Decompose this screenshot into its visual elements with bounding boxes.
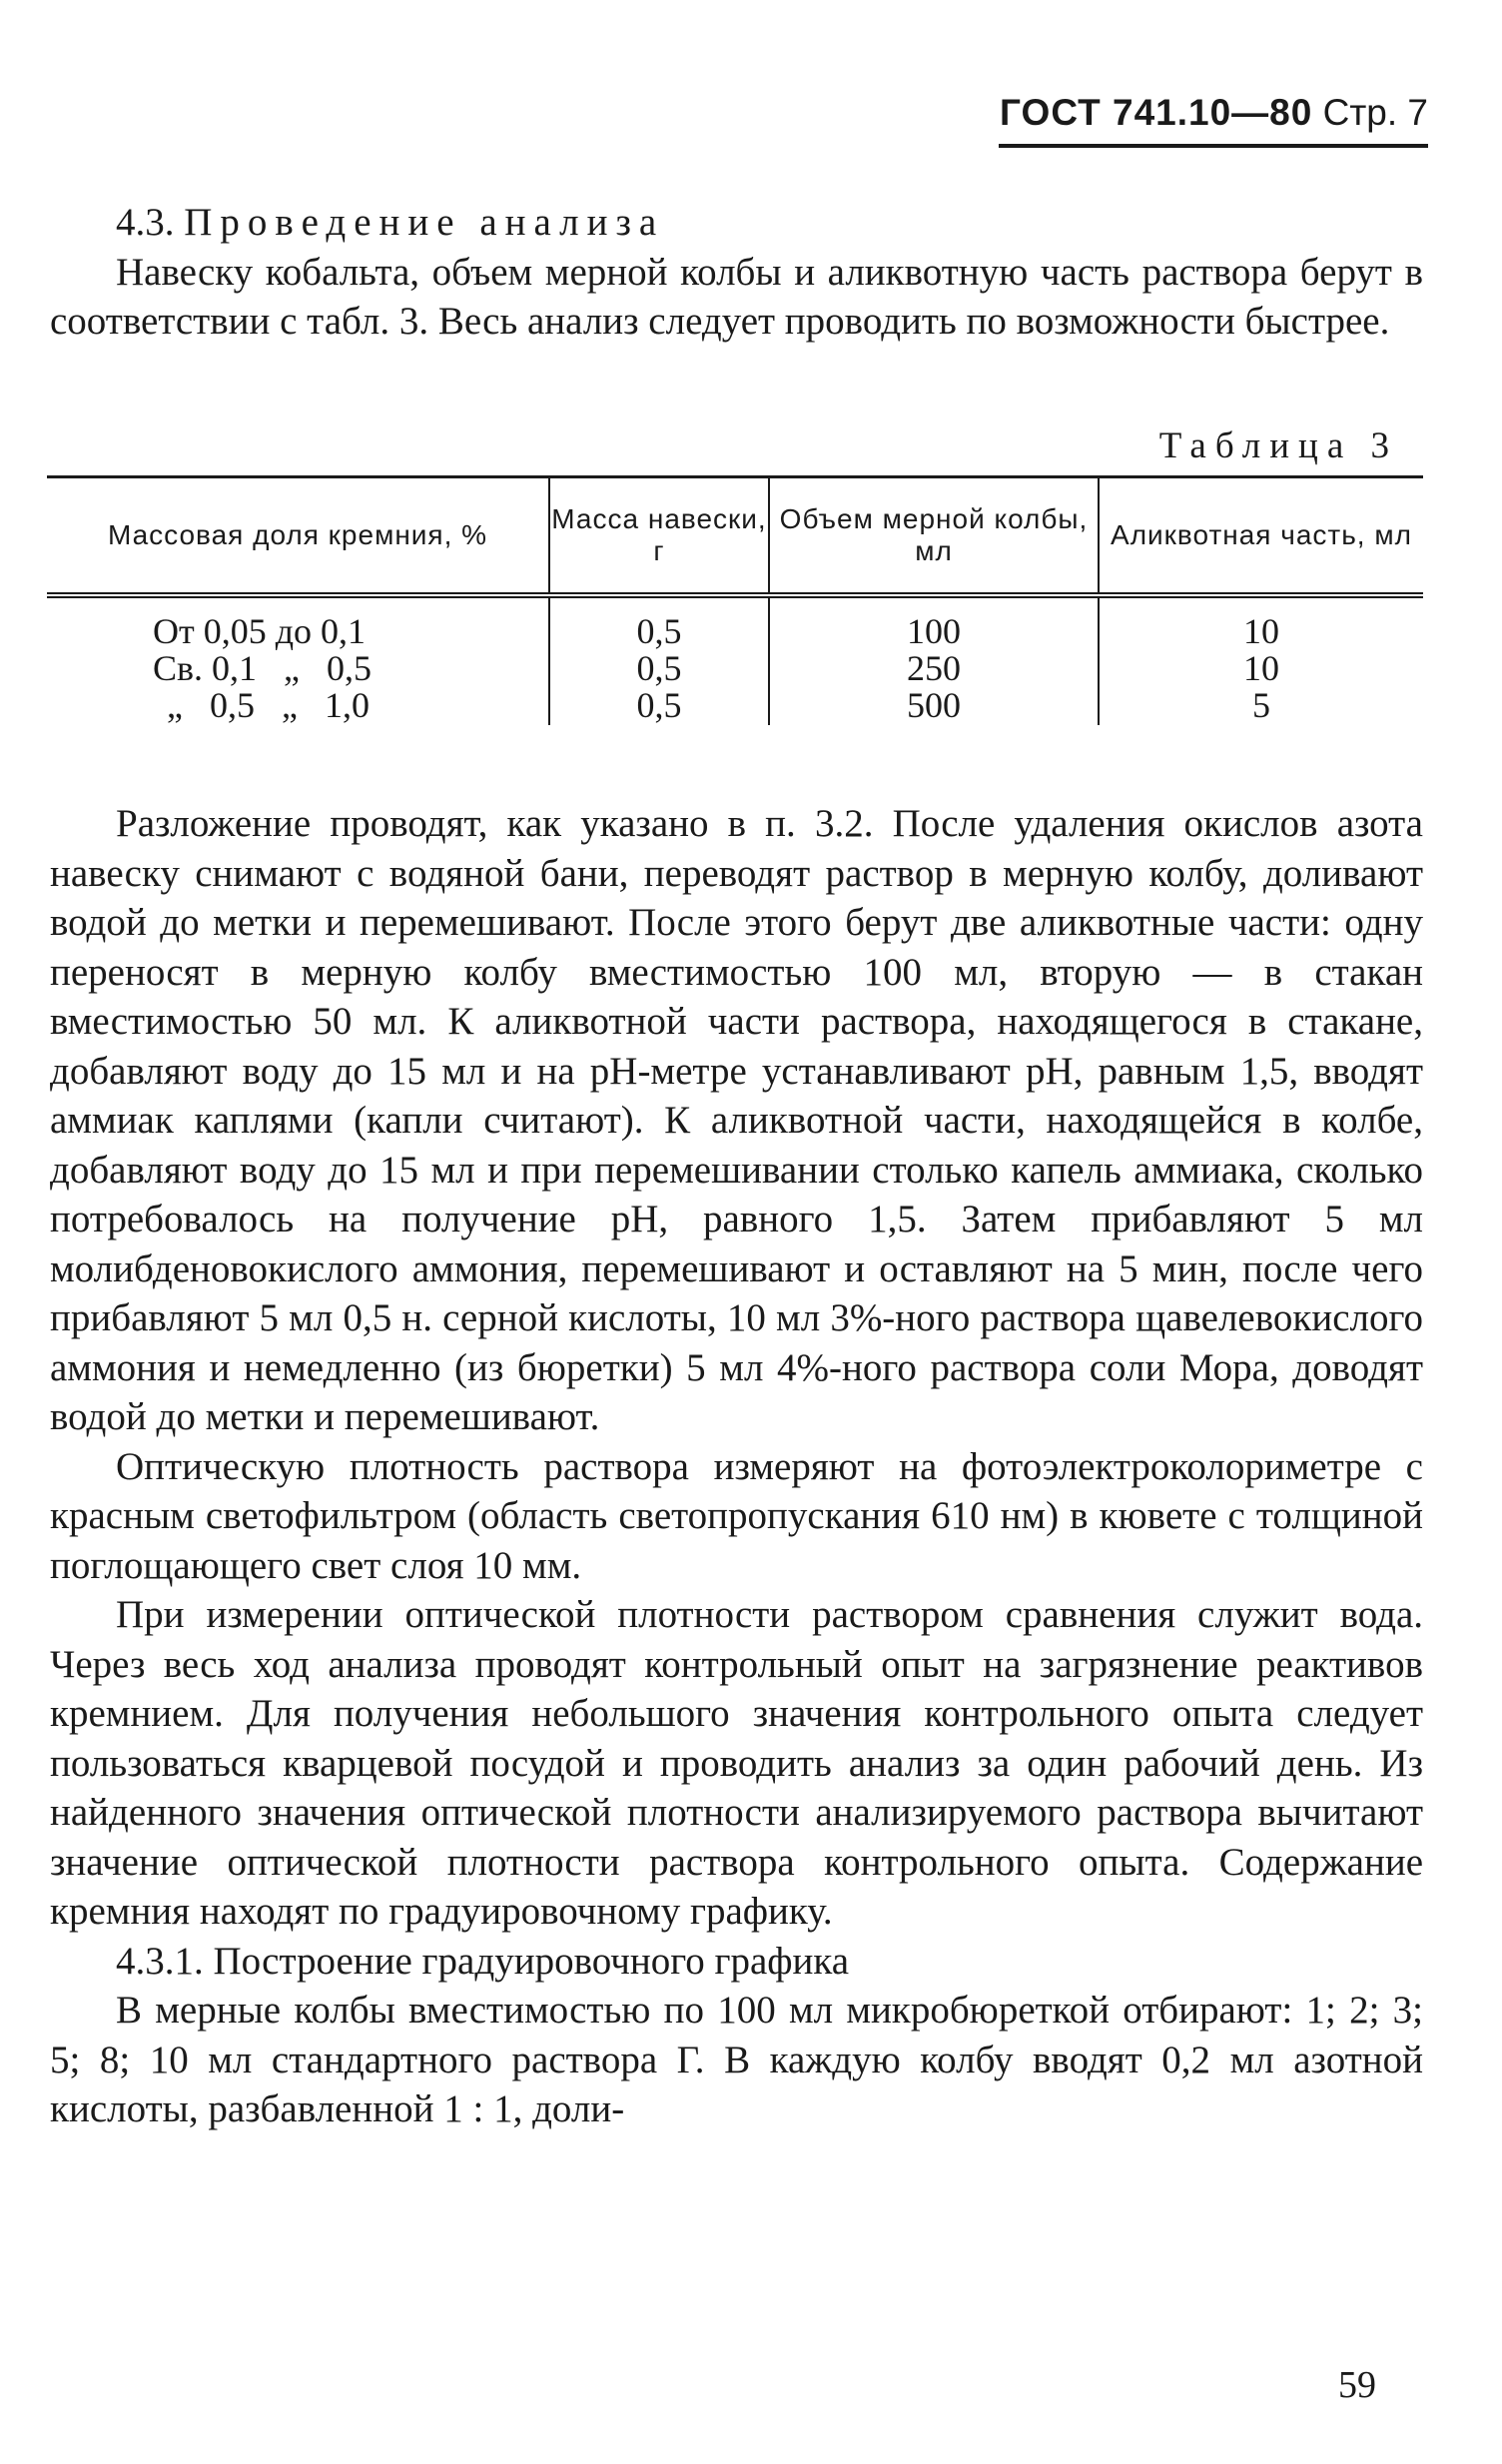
body-text — [50, 799, 1423, 2134]
col-header-mass: Масса навески, г — [549, 477, 769, 596]
table-row-mass: 0,5 — [636, 685, 682, 725]
table-row-volume: 500 — [907, 685, 961, 725]
table-row-range: От 0,05 до 0,1 — [153, 611, 367, 651]
table-row-range: „ 0,5 „ 1,0 — [167, 685, 370, 725]
standard-code: ГОСТ 741.10—80 — [1000, 92, 1313, 133]
section-number: 4.3. — [116, 201, 175, 244]
table-header-row — [47, 477, 1423, 596]
volume-cell — [769, 595, 1099, 725]
table-row-mass: 0,5 — [636, 611, 682, 651]
section-intro: Навеску кобальта, объем мерной колбы и аликвотную часть раствора берут в соответствии с табл. 3. Весь анализ следует проводить по возможности быстрее. — [50, 250, 1423, 343]
col-header-silicon: Массовая доля кремния, % — [47, 477, 549, 596]
range-cell — [47, 595, 549, 725]
section-title: Проведение анализа — [184, 201, 665, 244]
paragraph-optical-density: Оптическую плотность раствора измеряют на фотоэлектроколориметре с красным светофильтром (область светопропускания 610 нм) в кювете с толщиной поглощающего свет слоя 10 мм. — [50, 1444, 1423, 1587]
running-header — [999, 92, 1428, 148]
col-header-volume: Объем мерной колбы, мл — [769, 477, 1099, 596]
table-row-aliquot: 10 — [1243, 648, 1279, 688]
table-row-aliquot: 5 — [1252, 685, 1270, 725]
table-row-volume: 250 — [907, 648, 961, 688]
table-caption: Таблица 3 — [1158, 425, 1398, 466]
aliquot-cell — [1099, 595, 1423, 725]
section-4-3 — [50, 198, 1423, 347]
section-heading — [50, 198, 1423, 248]
table-3 — [47, 475, 1423, 725]
table-row-aliquot: 10 — [1243, 611, 1279, 651]
table-row-range: Св. 0,1 „ 0,5 — [153, 648, 372, 688]
mass-cell — [549, 595, 769, 725]
table-body-row — [47, 595, 1423, 725]
table-row-mass: 0,5 — [636, 648, 682, 688]
subsection-heading: 4.3.1. Построение градуировочного графика — [116, 1939, 850, 1983]
paragraph-comparison: При измерении оптической плотности раствором сравнения служит вода. Через весь ход анализа проводят контрольный опыт на загрязнение реактивов кремнием. Для получения небольшого значения контрольного опыта следует пользоваться кварцевой посудой и проводить анализ за один рабочий день. Из найденного значения оптической плотности анализируемого раствора вычитают значение оптической плотности раствора контрольного опыта. Содержание кремния находят по градуировочному графику. — [50, 1593, 1423, 1933]
paragraph-decomposition: Разложение проводят, как указано в п. 3.2. После удаления окислов азота навеску снимают с водяной бани, переводят раствор в мерную колбу, доливают водой до метки и перемешивают. После этого берут две аликвотные части: одну переносят в мерную колбу вместимостью 100 мл, вторую — в стакан вместимостью 50 мл. К аликвотной части раствора, находящегося в стакане, добавляют воду до 15 мл и на рН-метре устанавливают рН, равным 1,5, вводят аммиак каплями (капли считают). К аликвотной части, находящейся в колбе, добавляют воду до 15 мл и при перемешивании столько капель аммиака, сколько потребовалось на получение рН, равного 1,5. Затем прибавляют 5 мл молибденовокислого аммония, перемешивают и оставляют на 5 мин, после чего прибавляют 5 мл 0,5 н. серной кислоты, 10 мл 3%-ного раствора щавелевокислого аммония и немедленно (из бюретки) 5 мл 4%-ного раствора соли Мора, доводят водой до метки и перемешивают. — [50, 802, 1423, 1438]
col-header-aliquot: Аликвотная часть, мл — [1099, 477, 1423, 596]
page-label: Стр. 7 — [1322, 92, 1428, 133]
table-row-volume: 100 — [907, 611, 961, 651]
subsection-text: В мерные колбы вместимостью по 100 мл микробюреткой отбирают: 1; 2; 3; 5; 8; 10 мл стандартного раствора Г. В каждую колбу вводят 0,2 мл азотной кислоты, разбавленной 1 : 1, доли- — [50, 1989, 1423, 2130]
page-number: 59 — [1338, 2364, 1376, 2406]
